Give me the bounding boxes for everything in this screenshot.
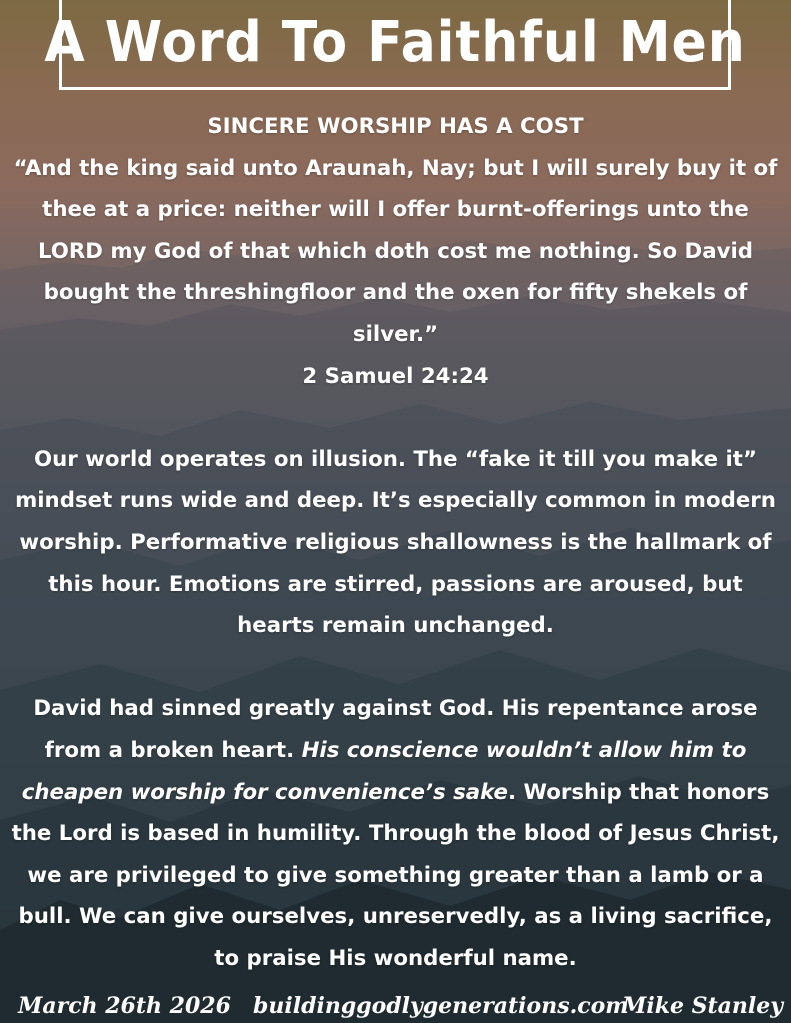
spacer <box>8 647 783 689</box>
footer-author: Mike Stanley <box>622 993 784 1019</box>
paragraph-two <box>8 688 783 979</box>
paragraph-two-start: David had sinned greatly against God. His repentance arose from a broken heart. <box>33 696 758 763</box>
paragraph-two-italic: His conscience wouldn’t allow him to cheapen worship for convenience’s sake <box>21 737 747 805</box>
devotional-content <box>8 106 783 979</box>
spacer <box>8 397 783 439</box>
paragraph-two-end: . Worship that honors the Lord is based in humility. Through the blood of Jesus Christ, we are privileged to give something greater than a lamb or a bull. We can give ourselves, unreservedly, as a living sacrifice, to praise His wonderful name. <box>11 779 780 971</box>
scripture-reference: 2 Samuel 24:24 <box>302 363 489 389</box>
title-box <box>44 0 746 90</box>
footer <box>0 990 791 1022</box>
devotional-heading: SINCERE WORSHIP HAS A COST <box>207 114 584 139</box>
footer-date: March 26th 2026 <box>18 993 231 1019</box>
page-title: A Word To Faithful Men <box>44 10 746 75</box>
scripture-verse: “And the king said unto Araunah, Nay; but I will surely buy it of thee at a price: neither will I offer burnt-offerings unto the LORD my God of that which doth cost me nothing. So David bought the threshingfloor and the oxen for fifty shekels of silver.” <box>13 155 778 347</box>
paragraph-one: Our world operates on illusion. The “fake it till you make it” mindset runs wide and deep. It’s especially common in modern worship. Performative religious shallowness is the hallmark of this hour. Emotions are stirred, passions are aroused, but hearts remain unchanged. <box>15 446 776 639</box>
footer-website: buildinggodlygenerations.com <box>253 993 629 1019</box>
